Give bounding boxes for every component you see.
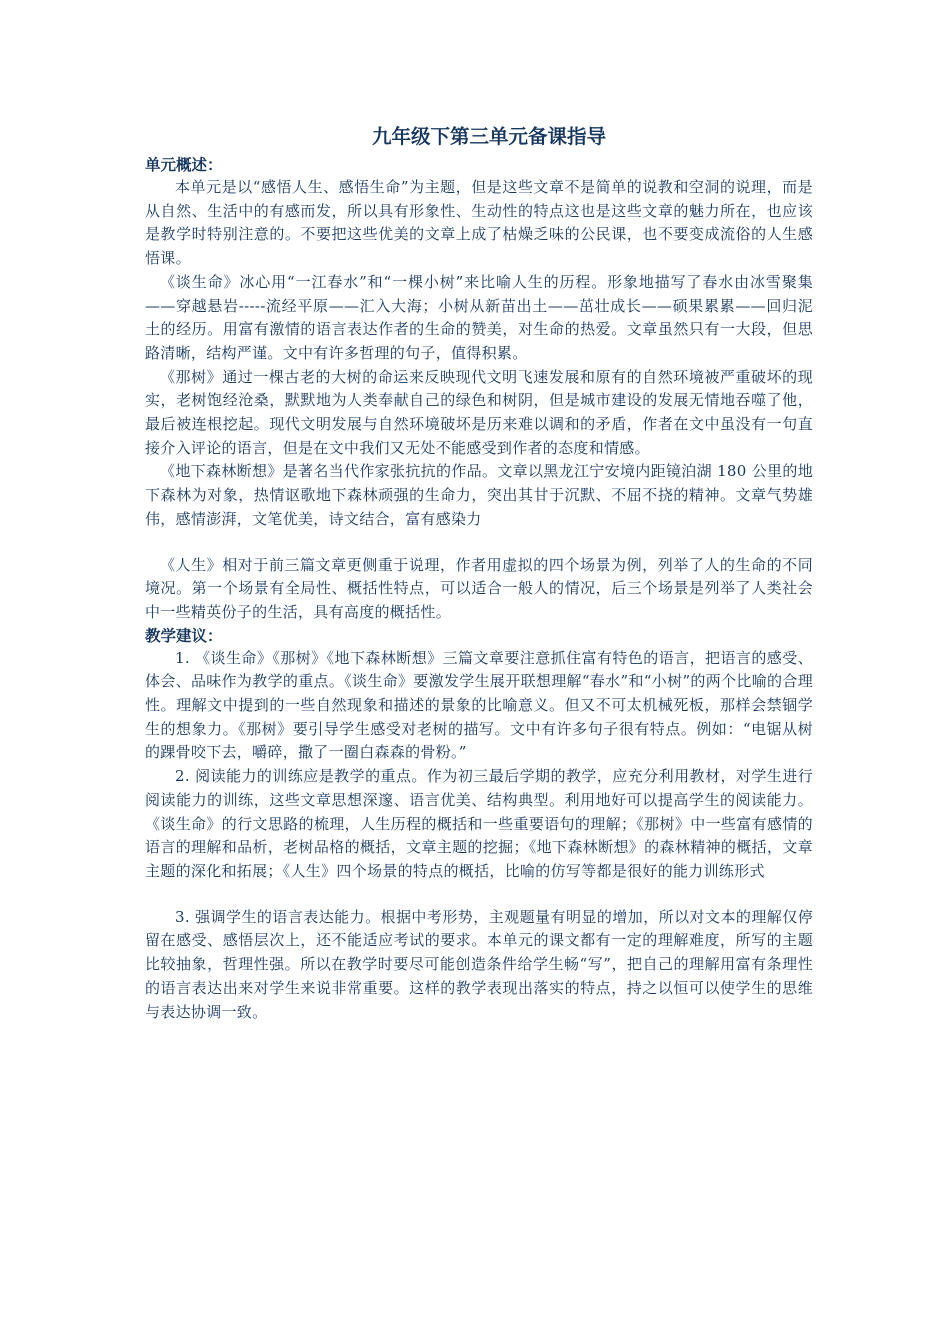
paragraph-rensheng: 《人生》相对于前三篇文章更侧重于说理，作者用虚拟的四个场景为例，列举了人的生命的不同境况。第一个场景有全局性、概括性特点，可以适合一般人的情况，后三个场景是列举了人类社会中一些精英份子的生活，具有高度的概括性。 (145, 555, 813, 621)
suggestion-item-3: 3. 强调学生的语言表达能力。根据中考形势，主观题量有明显的增加，所以对文本的理解仅停留在感受、感悟层次上，还不能适应考试的要求。本单元的课文都有一定的理解难度，所写的主题比较抽象，哲理性强。所以在教学时要尽可能创造条件给学生畅“写”，把自己的理解用富有条理性的语言表达出来对学生来说非常重要。这样的教学表现出落实的特点，持之以恒可以使学生的思维与表达协调一致。 (145, 907, 813, 1021)
suggestion-item-1: 1. 《谈生命》《那树》《地下森林断想》三篇文章要注意抓住富有特色的语言，把语言的感受、体会、品味作为教学的重点。《谈生命》要激发学生展开联想理解“春水”和“小树”的两个比喻的合理性。理解文中提到的一些自然现象和描述的景象的比喻意义。但又不可太机械死板，那样会禁锢学生的想象力。《那树》要引导学生感受对老树的描写。文中有许多句子很有特点。例如：“电锯从树的踝骨咬下去，嚼碎，撒了一圈白森森的骨粉。” (145, 648, 813, 762)
paragraph-na-shu: 《那树》通过一棵古老的大树的命运来反映现代文明飞速发展和原有的自然环境被严重破坏的现实，老树饱经沧桑，默默地为人类奉献自己的绿色和树阴，但是城市建设的发展无情地吞噬了他，最后被连根挖起。现代文明发展与自然环境破坏是历来难以调和的矛盾，作者在文中虽没有一句直接介入评论的语言，但是在文中我们又无处不能感受到作者的态度和情感。 (145, 367, 813, 457)
paragraph-dixia-senlin: 《地下森林断想》是著名当代作家张抗抗的作品。文章以黑龙江宁安境内距镜泊湖 180 公里的地下森林为对象，热情讴歌地下森林顽强的生命力，突出其甘于沉默、不屈不挠的精神。文章气势雄伟，感情澎湃，文笔优美，诗文结合，富有感染力 (145, 462, 813, 528)
paragraph-gap (145, 532, 813, 554)
section-heading-overview: 单元概述： (145, 156, 223, 174)
paragraph-intro: 本单元是以“感悟人生、感悟生命”为主题，但是这些文章不是简单的说教和空洞的说理，而是从自然、生活中的有感而发，所以具有形象性、生动性的特点这也是这些文章的魅力所在，也应该是教学时特别注意的。不要把这些优美的文章上成了枯燥乏味的公民课，也不要变成流俗的人生感悟课。 (145, 178, 813, 268)
section-teaching-suggestions (145, 625, 813, 1025)
page-title: 九年级下第三单元备课指导 (371, 125, 606, 148)
paragraph-tan-shengming: 《谈生命》冰心用“一江春水”和“一棵小树”来比喻人生的历程。形象地描写了春水由冰雪聚集——穿越悬岩-----流经平原——汇入大海；小树从新苗出土——茁壮成长——硕果累累——回归泥土的经历。用富有激情的语言表达作者的生命的赞美，对生命的热爱。文章虽然只有一大段，但思路清晰，结构严谨。文中有许多哲理的句子，值得积累。 (145, 272, 813, 362)
suggestion-item-2: 2. 阅读能力的训练应是教学的重点。作为初三最后学期的教学，应充分利用教材，对学生进行阅读能力的训练，这些文章思想深邃、语言优美、结构典型。利用地好可以提高学生的阅读能力。《谈生命》的行文思路的梳理，人生历程的概括和一些重要语句的理解；《那树》中一些富有感情的语言的理解和品析，老树品格的概括，文章主题的挖掘；《地下森林断想》的森林精神的概括，文章主题的深化和拓展；《人生》四个场景的特点的概括，比喻的仿写等都是很好的能力训练形式 (145, 767, 813, 880)
paragraph-gap (145, 884, 813, 906)
section-overview (145, 154, 813, 625)
section-heading-suggestions: 教学建议： (145, 626, 223, 645)
document-body (145, 120, 813, 1024)
